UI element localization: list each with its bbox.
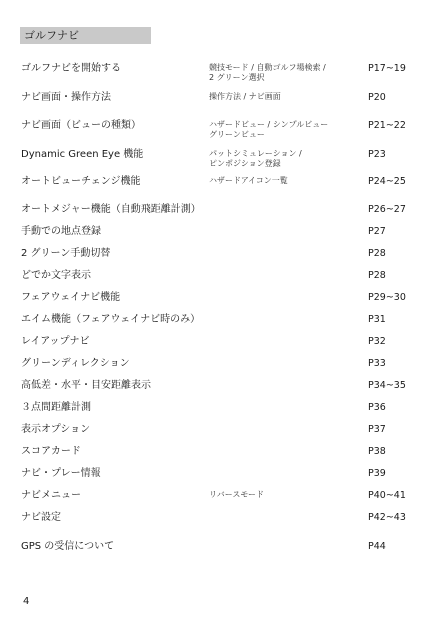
toc-entry-page: P40~41 [368, 490, 406, 501]
section-title: ゴルフナビ [20, 27, 151, 44]
toc-entry-title: ナビメニュー [21, 490, 81, 501]
toc-entry-title: スコアカード [21, 446, 81, 457]
toc-entry-page: P28 [368, 270, 386, 281]
toc-entry-title: ゴルフナビを開始する [21, 63, 121, 74]
page-number: 4 [23, 596, 30, 607]
toc-entry-page: P39 [368, 468, 386, 479]
toc-subtopic-line: パットシミュレーション / [209, 149, 302, 158]
toc-subtopic-line: リバースモード [209, 490, 265, 499]
toc-entry-page: P31 [368, 314, 386, 325]
toc-entry-subtopics [209, 176, 288, 186]
toc-entry-subtopics [209, 149, 302, 169]
toc-subtopic-line: 2 グリーン選択 [209, 73, 265, 82]
toc-entry-subtopics [209, 490, 264, 500]
toc-entry-page: P42~43 [368, 512, 406, 523]
toc-entry-title: ナビ設定 [21, 512, 61, 523]
toc-entry-title: ３点間距離計測 [21, 402, 91, 413]
toc-entry-title: レイアップナビ [21, 336, 90, 347]
toc-entry-page: P21~22 [368, 120, 406, 131]
toc-entry-page: P34~35 [368, 380, 406, 391]
toc-entry-page: P29~30 [368, 292, 406, 303]
toc-entry-title: GPS の受信について [21, 541, 115, 552]
toc-subtopic-line: 操作方法 / ナビ画面 [209, 92, 281, 101]
toc-entry-title: 表示オプション [21, 424, 91, 435]
toc-entry-page: P37 [368, 424, 386, 435]
toc-entry-subtopics [209, 120, 328, 140]
toc-entry-title: オートビューチェンジ機能 [21, 176, 141, 187]
toc-entry-title: ナビ画面・操作方法 [21, 92, 111, 103]
toc-entry-page: P44 [368, 541, 386, 552]
toc-entry-title: Dynamic Green Eye 機能 [21, 149, 144, 160]
toc-entry-page: P23 [368, 149, 386, 160]
toc-entry-title: 手動での地点登録 [21, 226, 101, 237]
toc-entry-page: P17~19 [368, 63, 406, 74]
toc-entry-page: P27 [368, 226, 386, 237]
toc-entry-page: P24~25 [368, 176, 406, 187]
toc-entry-subtopics [209, 92, 281, 102]
toc-entry-subtopics [209, 63, 326, 83]
toc-entry-title: エイム機能（フェアウェイナビ時のみ） [21, 314, 201, 325]
toc-entry-title: オートメジャー機能（自動飛距離計測） [21, 204, 201, 215]
toc-entry-title: ナビ・プレー情報 [21, 468, 101, 479]
toc-subtopic-line: ハザードアイコン一覧 [209, 176, 288, 185]
toc-entry-page: P32 [368, 336, 386, 347]
toc-entry-title: フェアウェイナビ機能 [21, 292, 121, 303]
toc-subtopic-line: ハザードビュー / シンプルビュー [209, 120, 329, 129]
toc-subtopic-line: ピンポジション登録 [209, 159, 281, 168]
toc-entry-page: P28 [368, 248, 386, 259]
toc-entry-title: どでか文字表示 [21, 270, 91, 281]
toc-entry-page: P36 [368, 402, 386, 413]
toc-entry-title: 2 グリーン手動切替 [21, 248, 111, 259]
toc-entry-title: グリーンディレクション [21, 358, 130, 369]
toc-entry-page: P38 [368, 446, 386, 457]
toc-entry-page: P26~27 [368, 204, 406, 215]
toc-entry-title: 高低差・水平・目安距離表示 [21, 380, 151, 391]
toc-entry-page: P20 [368, 92, 386, 103]
toc-entry-page: P33 [368, 358, 386, 369]
toc-subtopic-line: 競技モード / 自動ゴルフ場検索 / [209, 63, 326, 72]
toc-subtopic-line: グリーンビュー [209, 130, 265, 139]
toc-entry-title: ナビ画面（ビューの種類） [21, 120, 141, 131]
